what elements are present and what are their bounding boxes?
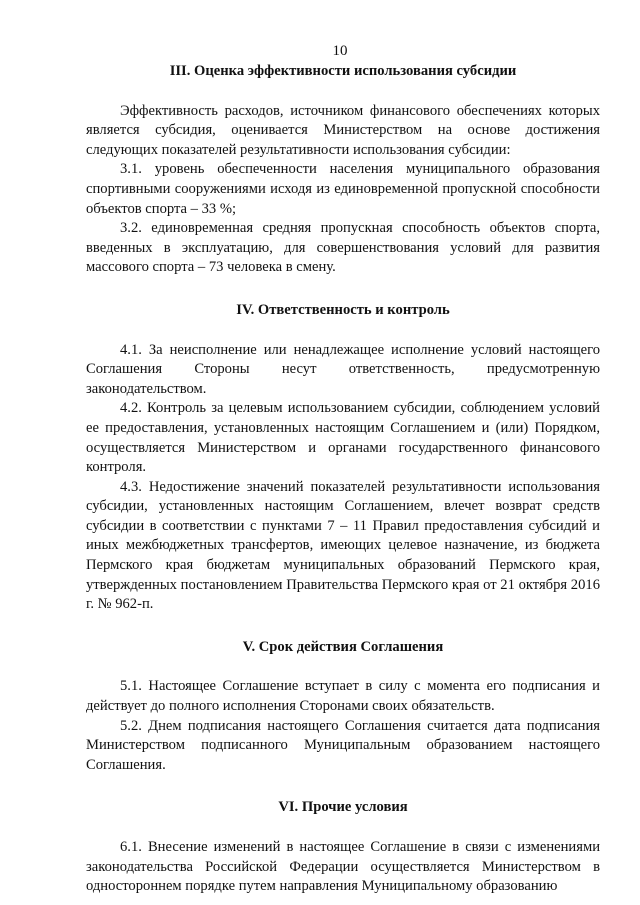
- section-heading-3: III. Оценка эффективности использования субсидии: [169, 63, 517, 79]
- page-number: 10: [332, 43, 348, 59]
- section-heading-6: VI. Прочие условия: [278, 799, 408, 816]
- paragraph-3-intro: Эффективность расходов, источником финансового обеспечениях которых является субсидия, оценивается Министерством на основе достижения следующих показателей результативности использования субсидии:: [86, 102, 600, 158]
- paragraph-5-2: 5.2. Днем подписания настоящего Соглашения считается дата подписания Министерством подписанного Муниципальным образованием настоящего Соглашения.: [86, 717, 600, 773]
- section-heading-5: V. Срок действия Соглашения: [242, 638, 444, 655]
- paragraph-4-3: 4.3. Недостижение значений показателей результативности использования субсидии, установленных настоящим Соглашением, влечет возврат средств субсидии в соответствии с пунктами 7 – 11 Правил предоставления субсидий и иных межбюджетных трансфертов, имеющих целевое назначение, из бюджета Пермского края бюджетам муниципальных образований Пермского края, утвержденных постановлением Правительства Пермского края от 21 октября 2016 г. № 962-п.: [86, 478, 600, 613]
- paragraph-6-1: 6.1. Внесение изменений в настоящее Соглашение в связи с изменениями законодательства Российской Федерации осуществляется Министерством в одностороннем порядке путем направления Муниципальному образованию: [86, 839, 600, 895]
- section-heading-4: IV. Ответственность и контроль: [236, 301, 450, 318]
- section-6: [86, 798, 600, 896]
- section-4: [86, 301, 600, 615]
- section-5: [86, 638, 600, 776]
- paragraph-3-1: 3.1. уровень обеспеченности населения муниципального образования спортивными сооружениями исходя из единовременной пропускной способности объектов спорта – 33 %;: [86, 161, 600, 217]
- paragraph-4-1: 4.1. За неисполнение или ненадлежащее исполнение условий настоящего Соглашения Стороны несут ответственность, предусмотренную законодательством.: [86, 341, 600, 397]
- paragraph-4-2: 4.2. Контроль за целевым использованием субсидии, соблюдением условий ее предоставления, установленных настоящим Соглашением и (или) Порядком, осуществляется Министерством и органами государственного финансового контроля.: [86, 400, 600, 476]
- section-3: [86, 62, 600, 278]
- paragraph-3-2: 3.2. единовременная средняя пропускная способность объектов спорта, введенных в эксплуатацию, для совершенствования условий для развития массового спорта – 73 человека в смену.: [86, 220, 600, 276]
- paragraph-5-1: 5.1. Настоящее Соглашение вступает в силу с момента его подписания и действует до полного исполнения Сторонами своих обязательств.: [86, 678, 600, 715]
- document-body: [86, 62, 600, 897]
